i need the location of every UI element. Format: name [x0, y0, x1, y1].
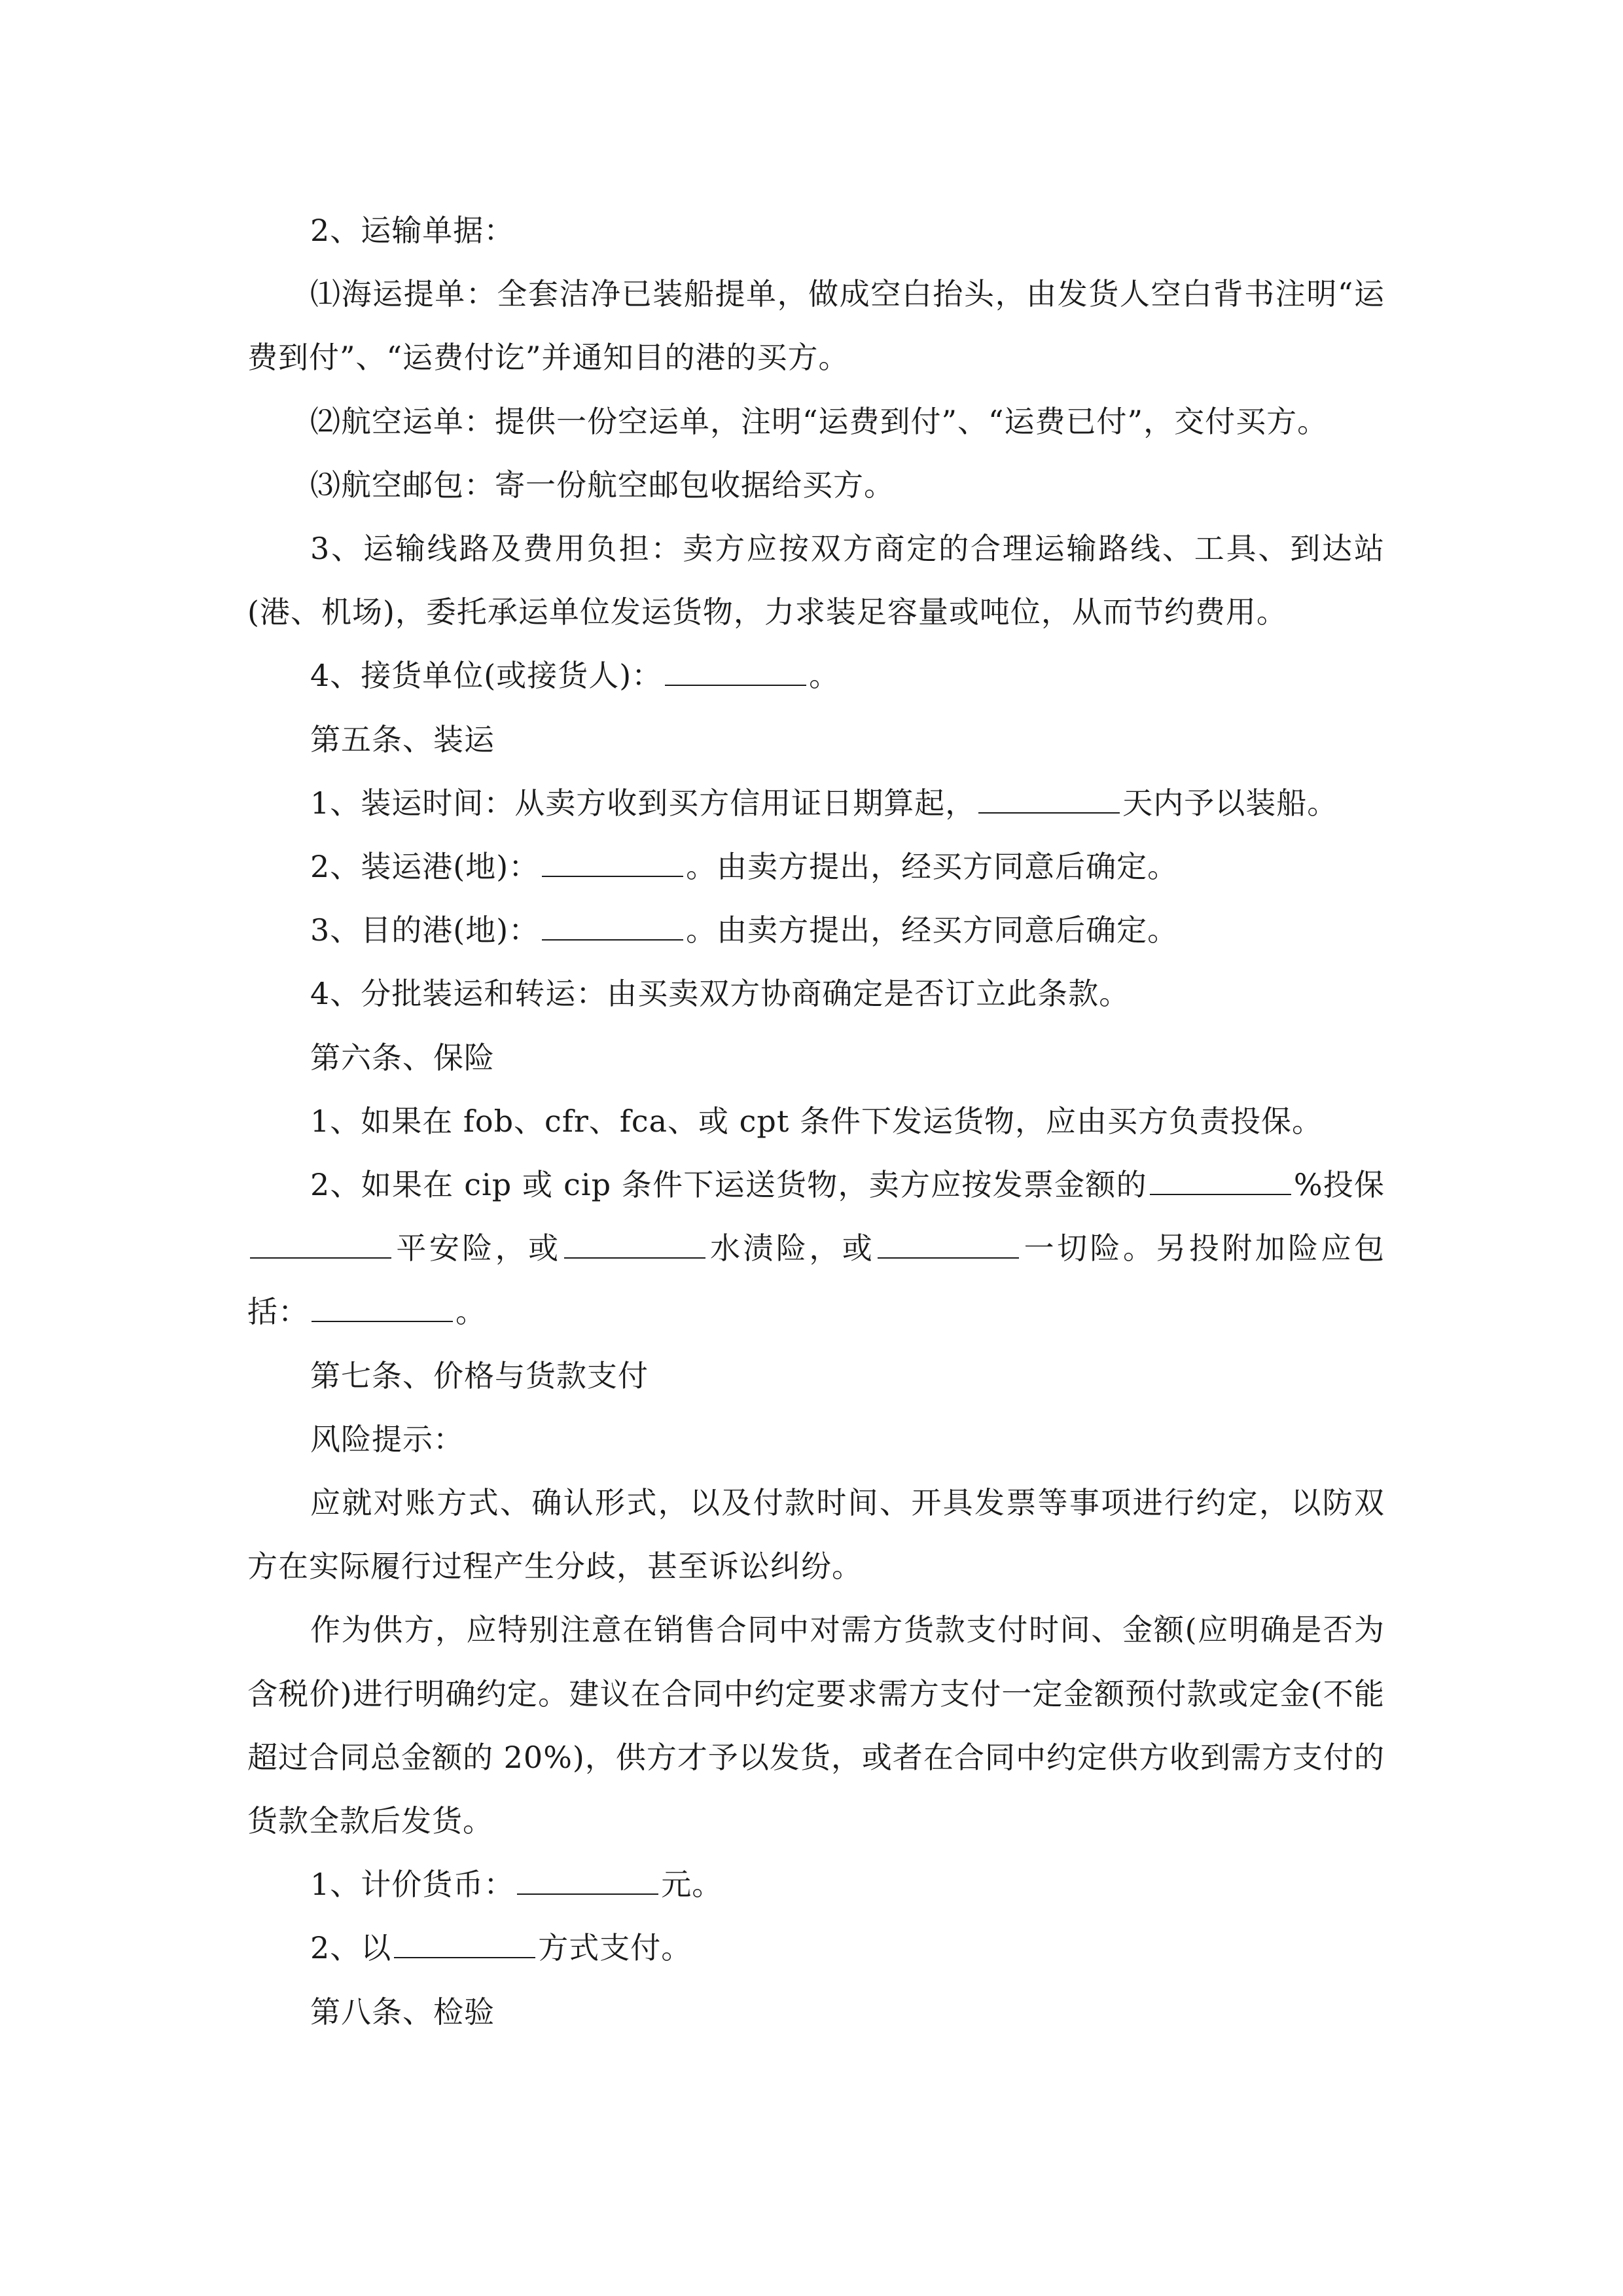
article7-title: 第七条、价格与货款支付 — [310, 1357, 649, 1393]
article5-item4: 4、分批装运和转运：由买卖双方协商确定是否订立此条款。 — [310, 976, 1130, 1012]
article8-title: 第八条、检验 — [310, 1994, 495, 2030]
destination-port-blank — [542, 939, 683, 941]
article5-item2-tail: 。由卖方提出，经买方同意后确定。 — [686, 849, 1179, 885]
article5-item2-text: 2、装运港(地)： — [310, 849, 540, 885]
article5-item3 — [247, 899, 1385, 962]
article7-item1-text: 1、计价货币： — [310, 1867, 515, 1903]
risk-label: 风险提示： — [310, 1421, 464, 1457]
article5-item2 — [247, 835, 1385, 899]
article5-item3-tail: 。由卖方提出，经买方同意后确定。 — [686, 912, 1179, 948]
article6-item2-end: 。 — [455, 1294, 486, 1330]
consignee-blank — [665, 684, 806, 686]
currency-blank — [517, 1893, 658, 1895]
article5-item1 — [247, 772, 1385, 835]
consignee-label: 4、接货单位(或接货人)： — [310, 658, 663, 694]
article6-item1: 1、如果在 fob、cfr、fca、或 cpt 条件下发运货物，应由买方负责投保。 — [310, 1103, 1323, 1139]
contract-text — [247, 199, 1385, 2044]
article6-item2-fpa: 平安险，或 — [394, 1230, 562, 1266]
consignee-end: 。 — [809, 658, 840, 694]
article5-item1-text: 1、装运时间：从卖方收到买方信用证日期算起， — [310, 785, 976, 821]
article6-item2-wpa: 水渍险，或 — [707, 1230, 876, 1266]
article5-title: 第五条、装运 — [310, 721, 495, 757]
article7-item2-tail: 方式支付。 — [538, 1930, 692, 1966]
all-risks-blank — [878, 1257, 1019, 1259]
article7-item2 — [247, 1916, 1385, 1980]
article7-item1-tail: 元。 — [661, 1867, 723, 1903]
article6-item2-text: 2、如果在 cip 或 cip 条件下运送货物，卖方应按发票金额的 — [310, 1167, 1147, 1203]
route-and-costs: 3、运输线路及费用负担：卖方应按双方商定的合理运输路线、工具、到达站(港、机场)，委托承运单位发运货物，力求装足容量或吨位，从而节约费用。 — [247, 531, 1385, 630]
payment-method-blank — [394, 1956, 535, 1958]
additional-insurance-blank — [312, 1320, 453, 1322]
shipment-days-blank — [978, 812, 1120, 814]
ocean-bill-of-lading: ⑴海运提单：全套洁净已装船提单，做成空白抬头，由发货人空白背书注明“运费到付”、“运费付讫”并通知目的港的买方。 — [247, 276, 1385, 376]
article6-item2 — [247, 1153, 1385, 1344]
article7-item1 — [247, 1853, 1385, 1916]
air-parcel: ⑶航空邮包：寄一份航空邮包收据给买方。 — [310, 467, 895, 503]
loading-port-blank — [542, 875, 683, 877]
consignee-line — [247, 644, 1385, 708]
wpa-blank — [564, 1257, 705, 1259]
article5-item3-text: 3、目的港(地)： — [310, 912, 540, 948]
fpa-blank — [250, 1257, 391, 1259]
article6-title: 第六条、保险 — [310, 1039, 495, 1075]
risk-paragraph-2: 作为供方，应特别注意在销售合同中对需方货款支付时间、金额(应明确是否为含税价)进行明确约定。建议在合同中约定要求需方支付一定金额预付款或定金(不能超过合同总金额的 20%)，供方才予以发货，或者在合同中约定供方收到需方支付的货款全款后发货。 — [247, 1612, 1385, 1839]
article6-item2-all-risks: 一切险。另投附加险应包括： — [247, 1230, 1385, 1330]
article7-item2-text: 2、以 — [310, 1930, 392, 1966]
air-waybill: ⑵航空运单：提供一份空运单，注明“运费到付”、“运费已付”，交付买方。 — [310, 403, 1329, 439]
transport-docs-heading: 2、运输单据： — [310, 213, 515, 248]
article5-item1-tail: 天内予以装船。 — [1122, 785, 1338, 821]
insurance-percent-blank — [1150, 1193, 1291, 1195]
article6-item2-percent: %投保 — [1293, 1167, 1385, 1203]
risk-paragraph-1: 应就对账方式、确认形式，以及付款时间、开具发票等事项进行约定，以防双方在实际履行过程产生分歧，甚至诉讼纠纷。 — [247, 1485, 1385, 1585]
